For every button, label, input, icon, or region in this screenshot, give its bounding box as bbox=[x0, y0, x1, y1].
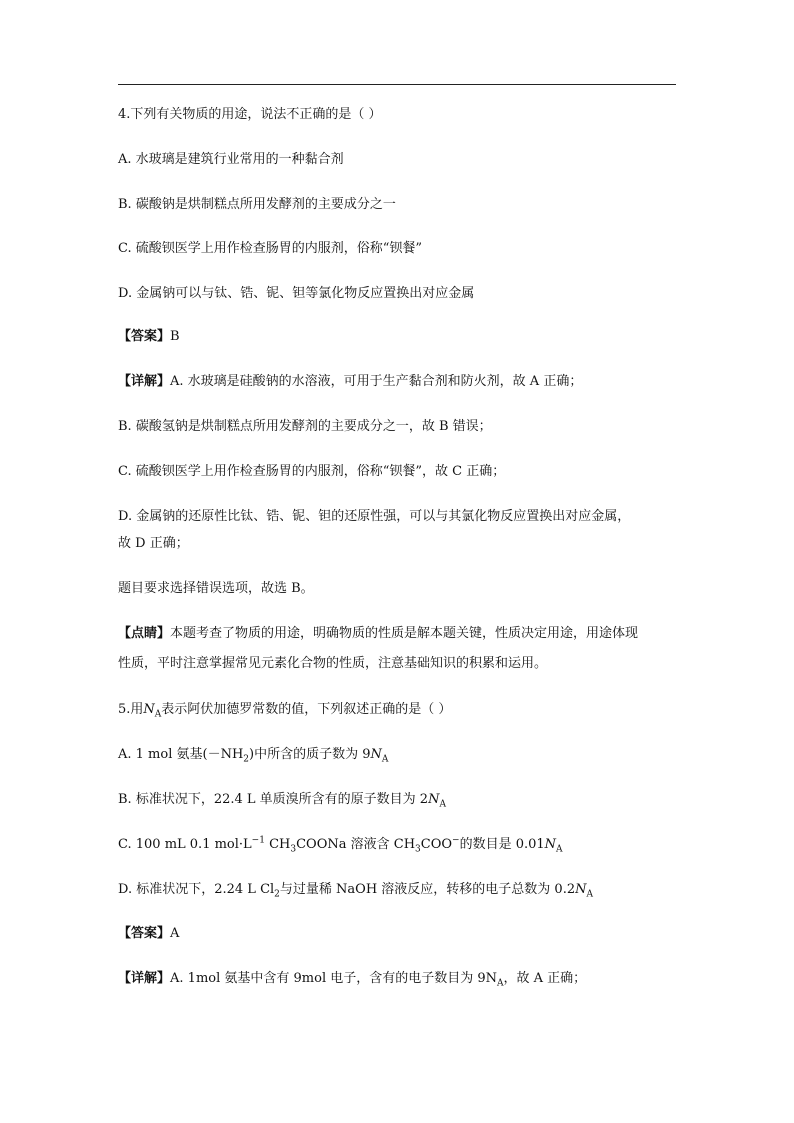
q5-option-b bbox=[118, 791, 678, 808]
q4-detail-text-1: A. 水玻璃是硅酸钠的水溶液，可用于生产黏合剂和防火剂，故 A 正确； bbox=[170, 374, 583, 389]
q5-option-d-sub: 2 bbox=[274, 889, 280, 900]
q4-detail-line-6: 题目要求选择错误选项，故选 B。 bbox=[118, 581, 314, 596]
q5-option-d-pre: D. 标准状况下，2.24 L Cl bbox=[118, 882, 275, 897]
q5-option-c-sup: −1 bbox=[251, 835, 265, 846]
q5-option-c-coo: COO bbox=[420, 837, 453, 852]
q5-stem-suffix: 表示阿伏加德罗常数的值，下列叙述正确的是（ ） bbox=[161, 702, 452, 717]
q5-option-a bbox=[118, 746, 678, 763]
q5-option-d-na-sub: A bbox=[586, 889, 593, 900]
q4-detail-line-4: D. 金属钠的还原性比钛、锆、铌、钽的还原性强，可以与其氯化物反应置换出对应金属， bbox=[118, 509, 631, 524]
q5-option-b-pre: B. 标准状况下，22.4 L 单质溴所含有的原子数目为 2 bbox=[118, 792, 429, 807]
q5-detail-label: 【详解】 bbox=[118, 971, 171, 986]
q4-answer-label: 【答案】 bbox=[118, 329, 171, 344]
q4-comment-line-2: 性质，平时注意掌握常见元素化合物的性质，注意基础知识的积累和运用。 bbox=[118, 656, 548, 671]
q5-na-sub: A bbox=[154, 709, 162, 720]
q4-comment-text-1: 本题考查了物质的用途，明确物质的性质是解本题关键，性质决定用途，用途体现 bbox=[170, 626, 639, 641]
q4-comment-label: 【点睛】 bbox=[118, 626, 171, 641]
header-rule bbox=[118, 84, 676, 85]
q4-detail-line-3: C. 硫酸钡医学上用作检查肠胃的内服剂，俗称“钡餐”，故 C 正确； bbox=[118, 464, 506, 479]
q5-option-d-na: N bbox=[575, 882, 587, 897]
q4-answer-value: B bbox=[170, 329, 180, 344]
q5-option-c-ch3a: CH bbox=[264, 837, 291, 852]
q5-option-c-sub3a: 3 bbox=[290, 844, 297, 855]
q5-option-c-sub3b: 3 bbox=[415, 844, 421, 855]
q5-option-a-na: N bbox=[370, 747, 382, 762]
q5-option-c-sup-minus: − bbox=[452, 835, 460, 846]
q5-na-symbol: N bbox=[143, 702, 155, 717]
q5-detail-end: ，故 A 正确； bbox=[503, 971, 587, 986]
q4-option-d: D. 金属钠可以与钛、锆、铌、钽等氯化物反应置换出对应金属 bbox=[118, 286, 475, 301]
q5-answer bbox=[118, 925, 678, 942]
q4-answer bbox=[118, 328, 678, 345]
q4-detail-line-2: B. 碳酸氢钠是烘制糕点所用发酵剂的主要成分之一，故 B 错误； bbox=[118, 419, 492, 434]
q5-option-a-na-sub: A bbox=[381, 754, 389, 765]
q4-option-a: A. 水玻璃是建筑行业常用的一种黏合剂 bbox=[118, 152, 344, 167]
q5-option-c-na: N bbox=[544, 837, 557, 852]
q5-detail-sub: A bbox=[497, 978, 504, 989]
q5-option-b-na-sub: A bbox=[439, 799, 446, 810]
q4-detail-line-1 bbox=[118, 373, 678, 390]
q4-detail-line-5: 故 D 正确； bbox=[118, 536, 189, 551]
q5-stem-prefix: 5.用 bbox=[118, 702, 144, 717]
q4-option-c: C. 硫酸钡医学上用作检查肠胃的内服剂，俗称“钡餐” bbox=[118, 241, 423, 256]
q4-comment-line-1 bbox=[118, 625, 678, 642]
q5-option-c-coona: COONa 溶液含 CH bbox=[296, 837, 416, 852]
q4-stem: 4.下列有关物质的用途，说法不正确的是（ ） bbox=[118, 107, 382, 122]
q5-option-c-pre: C. 100 mL 0.1 mol·L bbox=[118, 837, 252, 852]
q5-answer-value: A bbox=[170, 926, 180, 941]
q5-option-c-end: 的数目是 0.01 bbox=[459, 837, 545, 852]
q5-option-d bbox=[118, 881, 678, 898]
q5-option-c bbox=[118, 836, 678, 853]
q5-option-c-na-sub: A bbox=[556, 844, 563, 855]
q5-answer-label: 【答案】 bbox=[118, 926, 171, 941]
q5-option-d-mid: 与过量稀 NaOH 溶液反应，转移的电子总数为 0.2 bbox=[279, 882, 576, 897]
q4-detail-label: 【详解】 bbox=[118, 374, 171, 389]
q5-detail-line-1 bbox=[118, 970, 678, 987]
q5-stem bbox=[118, 701, 678, 718]
q5-option-a-pre: A. 1 mol 氨基(－NH bbox=[118, 747, 244, 762]
q5-detail-pre: A. 1mol 氨基中含有 9mol 电子，含有的电子数目为 9N bbox=[170, 971, 498, 986]
q4-option-b: B. 碳酸钠是烘制糕点所用发酵剂的主要成分之一 bbox=[118, 197, 396, 212]
q5-option-a-sub: 2 bbox=[243, 754, 250, 765]
q5-option-b-na: N bbox=[428, 792, 440, 807]
q5-option-a-mid: )中所含的质子数为 9 bbox=[249, 747, 371, 762]
